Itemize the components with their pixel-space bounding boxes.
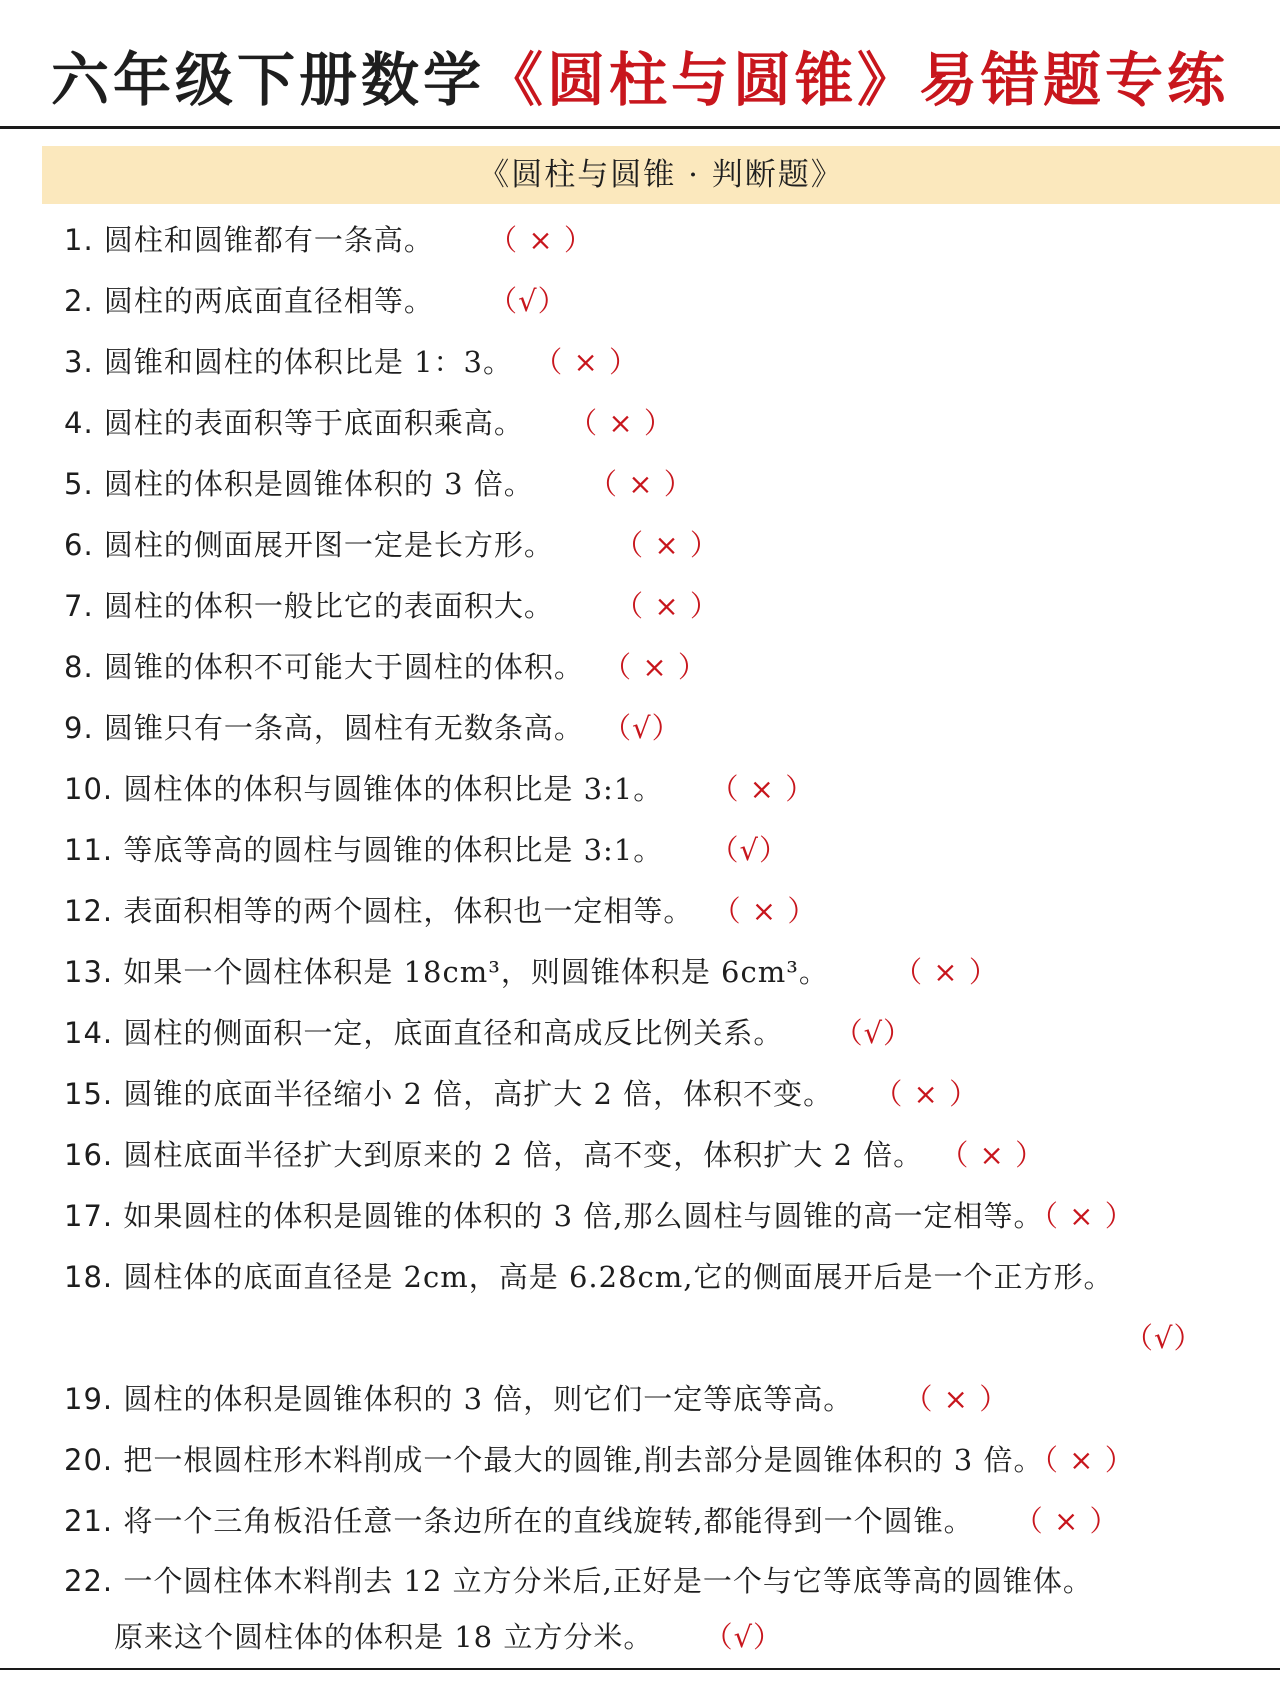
question-text: 圆柱的体积是圆锥体积的 3 倍。: [103, 467, 534, 501]
question-21: [64, 1501, 1120, 1541]
answer-mark: （√）: [488, 284, 568, 318]
question-15: [64, 1074, 979, 1114]
question-number: 16.: [64, 1138, 114, 1172]
question-number: 9.: [64, 711, 94, 745]
question-number: 13.: [64, 955, 114, 989]
question-text: 把一根圆柱形木料削成一个最大的圆锥,削去部分是圆锥体积的 3 倍。: [123, 1443, 1044, 1477]
question-11: [64, 830, 789, 870]
answer-mark: （ × ）: [588, 467, 694, 501]
question-number: 21.: [64, 1504, 114, 1538]
question-16: [64, 1135, 1045, 1175]
answer-mark: （ × ）: [711, 894, 818, 928]
answer-mark: （√）: [602, 711, 682, 745]
question-text: 一个圆柱体木料削去 12 立方分米后,正好是一个与它等底等高的圆锥体。: [123, 1564, 1093, 1598]
question-text: 圆柱底面半径扩大到原来的 2 倍，高不变，体积扩大 2 倍。: [123, 1138, 924, 1172]
answer-mark: （√）: [1124, 1321, 1204, 1355]
question-number: 5.: [64, 467, 94, 501]
section-title: 《圆柱与圆锥 · 判断题》: [478, 157, 844, 193]
question-number: 8.: [64, 650, 94, 684]
question-text: 圆锥只有一条高，圆柱有无数条高。: [103, 711, 584, 745]
question-14: [64, 1013, 913, 1053]
title-divider: [0, 126, 1280, 129]
question-13: [64, 952, 999, 992]
title-prefix: 六年级下册数学: [50, 46, 485, 114]
answer-mark: （√）: [709, 833, 789, 867]
question-22-continuation: [114, 1617, 783, 1657]
question-3: [64, 342, 639, 382]
question-number: 3.: [64, 345, 94, 379]
answer-mark: （ × ）: [602, 650, 708, 684]
question-12: [64, 891, 817, 931]
question-number: 10.: [64, 772, 114, 806]
answer-mark: （ × ）: [1013, 1504, 1120, 1538]
question-number: 6.: [64, 528, 94, 562]
answer-mark: （ × ）: [533, 345, 639, 379]
question-text: 圆柱的两底面直径相等。: [103, 284, 434, 318]
question-5: [64, 464, 694, 504]
question-number: 1.: [64, 223, 94, 257]
question-text: 等底等高的圆柱与圆锥的体积比是 3:1。: [123, 833, 664, 867]
answer-mark: （ × ）: [488, 223, 594, 257]
question-17: [64, 1196, 1135, 1236]
question-number: 17.: [64, 1199, 114, 1233]
question-text: 将一个三角板沿任意一条边所在的直线旋转,都能得到一个圆锥。: [123, 1504, 974, 1538]
question-22: [64, 1561, 1093, 1601]
question-20: [64, 1440, 1135, 1480]
question-text: 圆柱体的体积与圆锥体的体积比是 3:1。: [123, 772, 664, 806]
question-text: 圆柱的侧面展开图一定是长方形。: [103, 528, 554, 562]
question-number: 12.: [64, 894, 114, 928]
answer-mark: （ × ）: [614, 528, 720, 562]
answer-mark: （ × ）: [893, 955, 999, 989]
answer-mark: （ × ）: [709, 772, 816, 806]
question-text: 原来这个圆柱体的体积是 18 立方分米。: [114, 1620, 654, 1654]
title-suffix: 易错题专练: [919, 46, 1230, 114]
question-number: 19.: [64, 1382, 114, 1416]
question-text: 圆柱的侧面积一定，底面直径和高成反比例关系。: [123, 1016, 784, 1050]
question-text: 圆锥的体积不可能大于圆柱的体积。: [103, 650, 584, 684]
answer-mark: （ × ）: [614, 589, 720, 623]
answer-mark: （ × ）: [1043, 1443, 1135, 1477]
question-text: 圆锥的底面半径缩小 2 倍，高扩大 2 倍，体积不变。: [123, 1077, 834, 1111]
question-7: [64, 586, 720, 626]
answer-mark: （√）: [833, 1016, 914, 1050]
answer-mark: （ × ）: [873, 1077, 980, 1111]
question-number: 14.: [64, 1016, 114, 1050]
question-number: 18.: [64, 1260, 114, 1294]
question-number: 15.: [64, 1077, 114, 1111]
question-2: [64, 281, 568, 321]
question-6: [64, 525, 720, 565]
title-highlight: 《圆柱与圆锥》: [484, 46, 919, 114]
question-number: 20.: [64, 1443, 114, 1477]
question-text: 圆柱的表面积等于底面积乘高。: [103, 406, 524, 440]
answer-mark: （ × ）: [939, 1138, 1046, 1172]
question-4: [64, 403, 674, 443]
question-text: 圆柱和圆锥都有一条高。: [103, 223, 434, 257]
question-number: 7.: [64, 589, 94, 623]
question-8: [64, 647, 708, 687]
question-19: [64, 1379, 1009, 1419]
question-text: 圆柱体的底面直径是 2cm，高是 6.28cm,它的侧面展开后是一个正方形。: [123, 1260, 1114, 1294]
question-number: 22.: [64, 1564, 114, 1598]
answer-mark: （ × ）: [1043, 1199, 1135, 1233]
question-text: 表面积相等的两个圆柱，体积也一定相等。: [123, 894, 694, 928]
answer-mark: （ × ）: [903, 1382, 1010, 1416]
question-text: 圆柱的体积是圆锥体积的 3 倍，则它们一定等底等高。: [123, 1382, 854, 1416]
question-18: [64, 1257, 1114, 1297]
answer-mark: （ × ）: [568, 406, 674, 440]
question-number: 2.: [64, 284, 94, 318]
question-number: 11.: [64, 833, 114, 867]
question-10: [64, 769, 815, 809]
answer-mark: （√）: [703, 1620, 784, 1654]
page-title: [0, 40, 1280, 120]
section-banner: [42, 146, 1280, 204]
question-text: 圆锥和圆柱的体积比是 1：3。: [103, 345, 514, 379]
question-text: 如果一个圆柱体积是 18cm³，则圆锥体积是 6cm³。: [123, 955, 829, 989]
bottom-divider: [0, 1668, 1280, 1670]
question-number: 4.: [64, 406, 94, 440]
question-1: [64, 220, 594, 260]
question-text: 圆柱的体积一般比它的表面积大。: [103, 589, 554, 623]
question-9: [64, 708, 682, 748]
question-text: 如果圆柱的体积是圆锥的体积的 3 倍,那么圆柱与圆锥的高一定相等。: [123, 1199, 1044, 1233]
